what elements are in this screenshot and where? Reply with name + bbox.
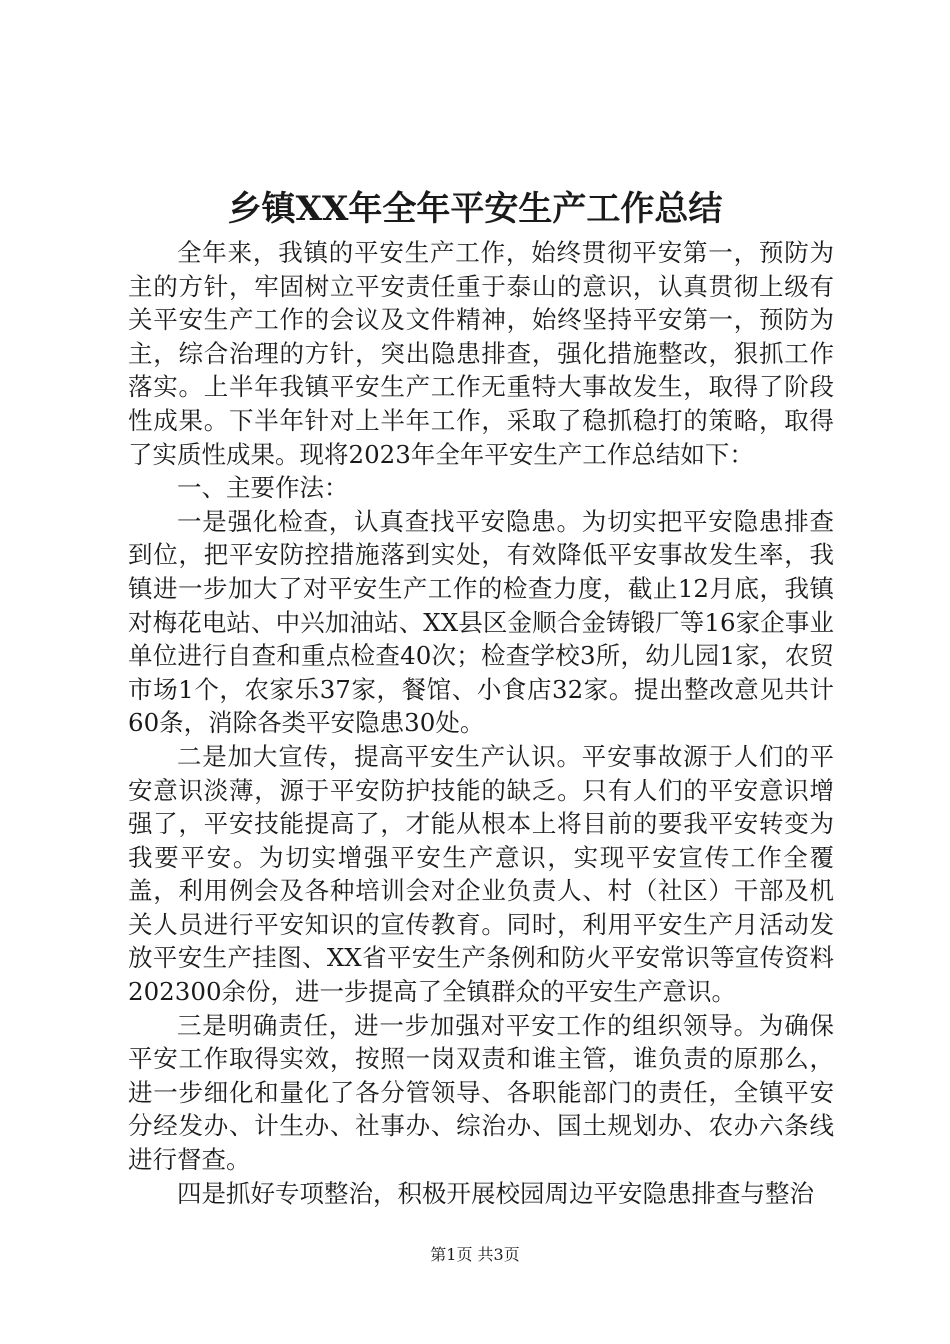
section-heading-main-methods: 一、主要作法： (177, 473, 349, 503)
document-body (128, 236, 834, 1210)
paragraph-inspection: 一是强化检查，认真查找平安隐患。为切实把平安隐患排查到位，把平安防控措施落到实处，有效降低平安事故发生率，我镇进一步加大了对平安生产工作的检查力度，截止12月底，我镇对梅花电站、中兴加油站、XX县区金顺合金铸锻厂等16家企事业单位进行自查和重点检查40次；检查学校3所，幼儿园1家，农贸市场1个，农家乐37家，餐馆、小食店32家。提出整改意见共计60条，消除各类平安隐患30处。 (128, 506, 834, 738)
paragraph-publicity: 二是加大宣传，提高平安生产认识。平安事故源于人们的平安意识淡薄，源于平安防护技能的缺乏。只有人们的平安意识增强了，平安技能提高了，才能从根本上将目前的要我平安转变为我要平安。为切实增强平安生产意识，实现平安宣传工作全覆盖，利用例会及各种培训会对企业负责人、村（社区）干部及机关人员进行平安知识的宣传教育。同时，利用平安生产月活动发放平安生产挂图、XX省平安生产条例和防火平安常识等宣传资料202300余份，进一步提高了全镇群众的平安生产意识。 (128, 741, 834, 1007)
page-footer: 第1页 共3页 (430, 1245, 520, 1264)
document-title: 乡镇XX年全年平安生产工作总结 (227, 189, 723, 229)
paragraph-responsibility: 三是明确责任，进一步加强对平安工作的组织领导。为确保平安工作取得实效，按照一岗双责和谁主管，谁负责的原那么，进一步细化和量化了各分管领导、各职能部门的责任，全镇平安分经发办、计生办、社事办、综治办、国土规划办、农办六条线进行督查。 (128, 1010, 834, 1175)
paragraph-intro: 全年来，我镇的平安生产工作，始终贯彻平安第一，预防为主的方针，牢固树立平安责任重于泰山的意识，认真贯彻上级有关平安生产工作的会议及文件精神，始终坚持平安第一，预防为主，综合治理的方针，突出隐患排查，强化措施整改，狠抓工作落实。上半年我镇平安生产工作无重特大事故发生，取得了阶段性成果。下半年针对上半年工作，采取了稳抓稳打的策略，取得了实质性成果。现将2023年全年平安生产工作总结如下： (128, 238, 834, 469)
paragraph-special-rectification: 四是抓好专项整治，积极开展校园周边平安隐患排查与整治 (177, 1178, 814, 1208)
